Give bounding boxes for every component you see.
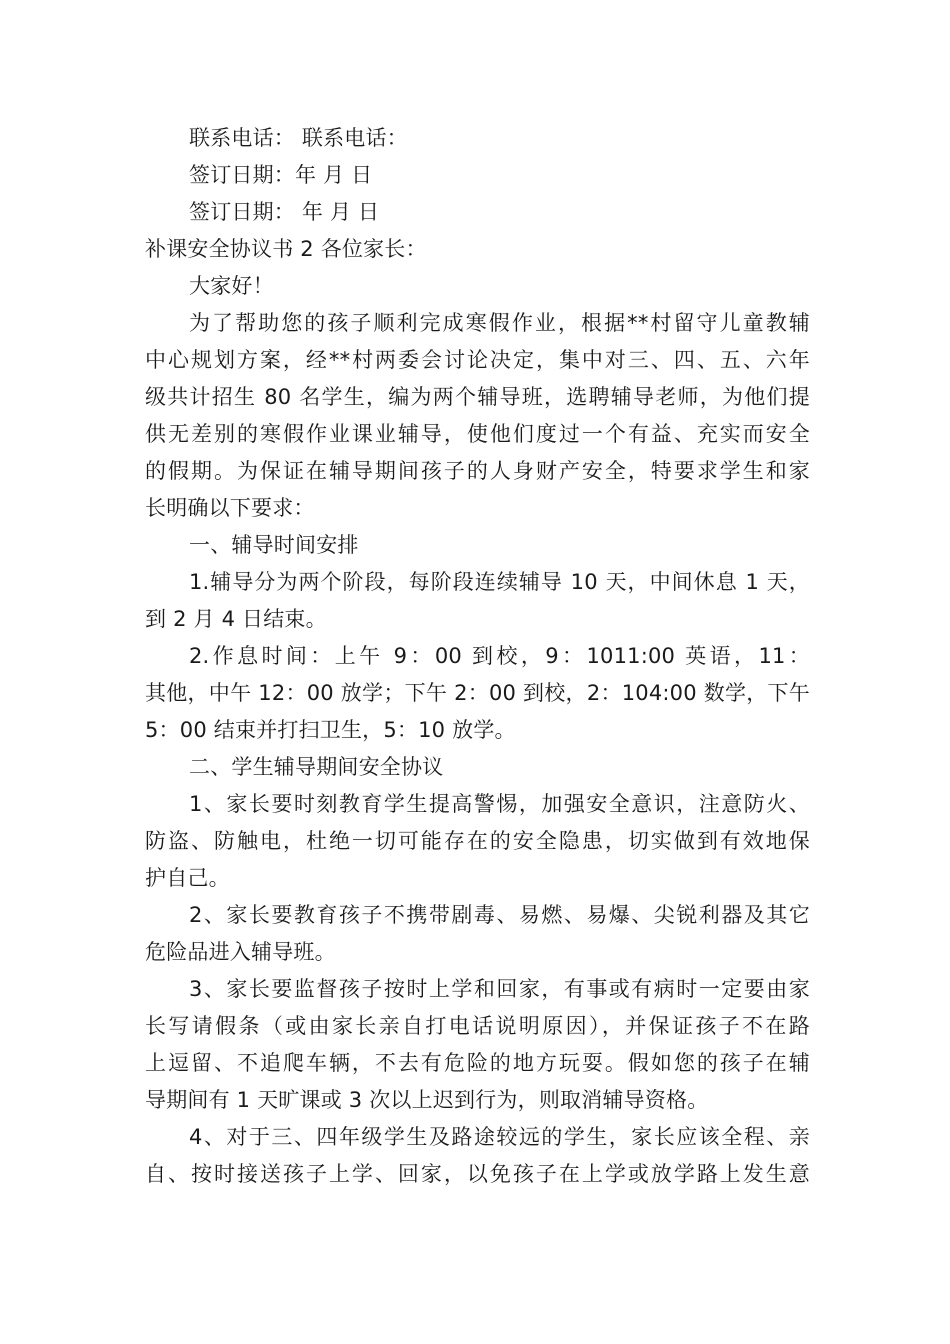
- signature-date-line: 签订日期：年 月 日: [189, 163, 373, 187]
- paragraph-line: 其他，中午 12：00 放学；下午 2：00 到校，2：104:00 数学，下午: [145, 681, 810, 705]
- paragraph-line: 危险品进入辅导班。: [145, 940, 336, 964]
- paragraph-line: 级共计招生 80 名学生，编为两个辅导班，选聘辅导老师，为他们提: [145, 385, 810, 409]
- intro-paragraph: [145, 305, 810, 527]
- list-item: [145, 971, 810, 1119]
- list-item: [145, 786, 810, 897]
- paragraph-line: 防盗、防触电，杜绝一切可能存在的安全隐患，切实做到有效地保: [145, 829, 810, 853]
- signature-phone-line: 联系电话： 联系电话：: [189, 126, 408, 150]
- greeting: 大家好！: [189, 274, 274, 298]
- paragraph-line: 5：00 结束并打扫卫生，5：10 放学。: [145, 718, 516, 742]
- paragraph-line: 4、对于三、四年级学生及路途较远的学生，家长应该全程、亲: [189, 1125, 810, 1149]
- list-item: [145, 1119, 810, 1193]
- paragraph-line: 自、按时接送孩子上学、回家，以免孩子在上学或放学路上发生意: [145, 1162, 810, 1186]
- section-heading: 一、辅导时间安排: [189, 533, 359, 557]
- paragraph-line: 上逗留、不追爬车辆，不去有危险的地方玩耍。假如您的孩子在辅: [145, 1051, 810, 1075]
- paragraph-line: 1、家长要时刻教育学生提高警惕，加强安全意识，注意防火、: [189, 792, 810, 816]
- section-title: 补课安全协议书 2 各位家长：: [145, 237, 427, 261]
- paragraph-line: 2、家长要教育孩子不携带剧毒、易燃、易爆、尖锐利器及其它: [189, 903, 810, 927]
- list-item: [145, 638, 810, 749]
- paragraph-line: 供无差别的寒假作业课业辅导，使他们度过一个有益、充实而安全: [145, 422, 810, 446]
- list-item: [145, 897, 810, 971]
- paragraph-line: 到 2 月 4 日结束。: [145, 607, 327, 631]
- document-page: [145, 120, 810, 1193]
- paragraph-line: 3、家长要监督孩子按时上学和回家，有事或有病时一定要由家: [189, 977, 810, 1001]
- paragraph-line: 长写请假条（或由家长亲自打电话说明原因），并保证孩子不在路: [145, 1014, 810, 1038]
- signature-date-line: 签订日期： 年 月 日: [189, 200, 380, 224]
- paragraph-line: 中心规划方案，经**村两委会讨论决定，集中对三、四、五、六年: [145, 348, 810, 372]
- paragraph-line: 的假期。为保证在辅导期间孩子的人身财产安全，特要求学生和家: [145, 459, 810, 483]
- paragraph-line: 2.作息时间：上午 9：00 到校，9：1011:00 英语，11：: [189, 644, 810, 668]
- paragraph-line: 为了帮助您的孩子顺利完成寒假作业，根据**村留守儿童教辅: [189, 311, 810, 335]
- list-item: [145, 564, 810, 638]
- paragraph-line: 长明确以下要求：: [145, 496, 315, 520]
- paragraph-line: 导期间有 1 天旷课或 3 次以上迟到行为，则取消辅导资格。: [145, 1088, 709, 1112]
- section-heading: 二、学生辅导期间安全协议: [189, 755, 444, 779]
- paragraph-line: 护自己。: [145, 866, 230, 890]
- paragraph-line: 1.辅导分为两个阶段，每阶段连续辅导 10 天，中间休息 1 天，: [189, 570, 810, 594]
